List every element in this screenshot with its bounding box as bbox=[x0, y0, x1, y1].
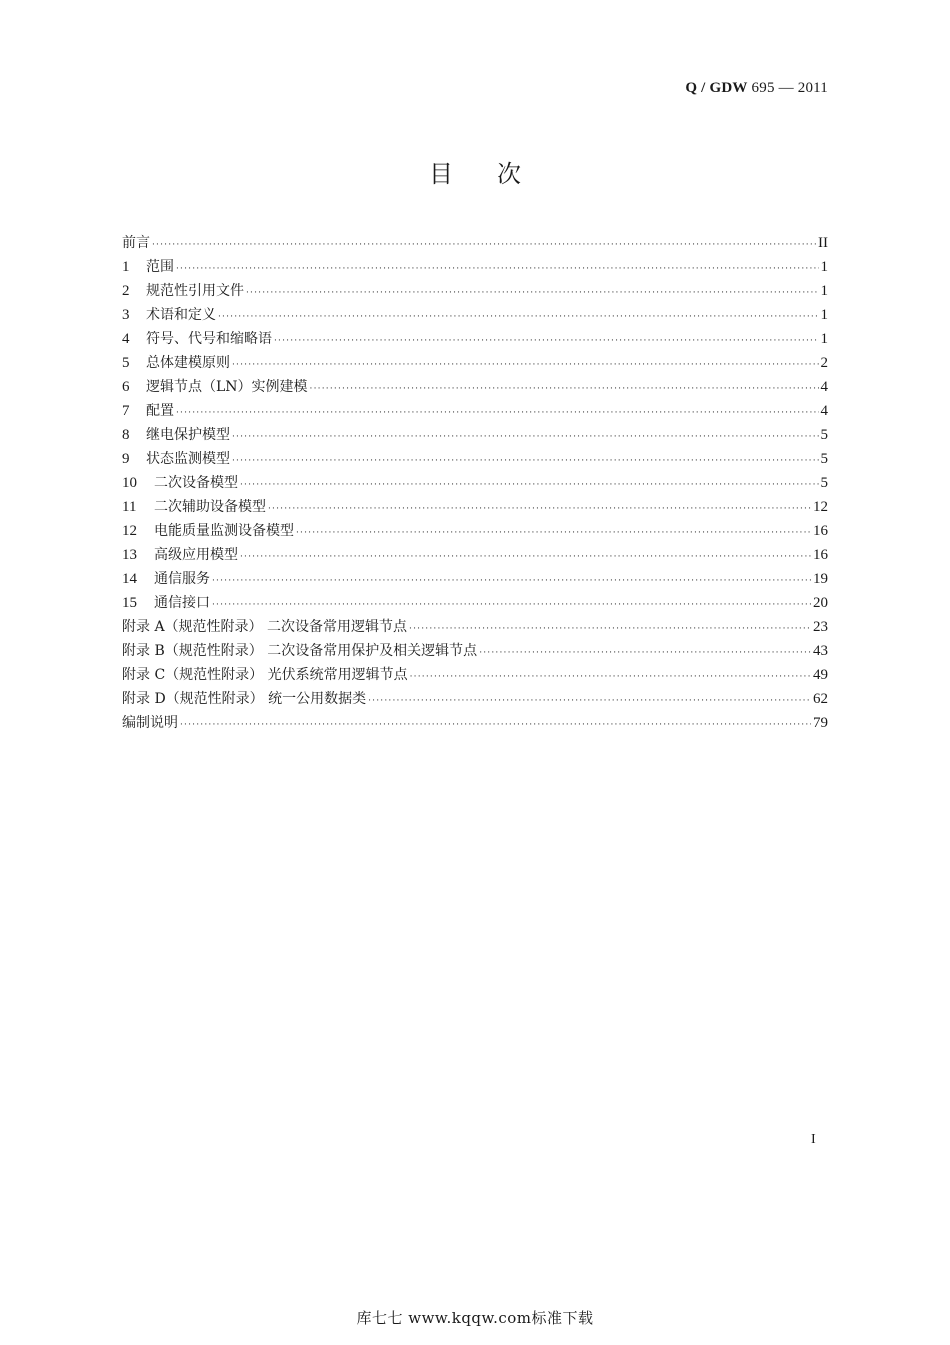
toc-entry-number: 5 bbox=[122, 355, 130, 371]
toc-entry-page: 23 bbox=[813, 619, 828, 635]
toc-entry-text: 逻辑节点（LN）实例建模 bbox=[146, 379, 308, 395]
toc-entry-text: 附录 C（规范性附录） 光伏系统常用逻辑节点 bbox=[122, 667, 408, 683]
toc-entry[interactable] bbox=[122, 495, 828, 519]
toc-entry[interactable] bbox=[122, 711, 828, 735]
toc-entry-page: II bbox=[818, 235, 828, 251]
toc-dot-leader bbox=[232, 425, 819, 449]
toc-entry-label bbox=[122, 567, 210, 591]
toc-dot-leader bbox=[240, 545, 811, 569]
toc-entry-number: 13 bbox=[122, 547, 137, 563]
toc-dot-leader bbox=[410, 665, 811, 689]
toc-entry-text: 符号、代号和缩略语 bbox=[146, 331, 272, 347]
toc-entry[interactable] bbox=[122, 303, 828, 327]
toc-entry-number: 10 bbox=[122, 475, 137, 491]
toc-dot-leader bbox=[176, 401, 819, 425]
toc-dot-leader bbox=[310, 377, 819, 401]
toc-entry-page: 43 bbox=[813, 643, 828, 659]
toc-entry-label bbox=[122, 495, 266, 519]
toc-entry-label bbox=[122, 447, 230, 471]
toc-entry-page: 1 bbox=[820, 307, 828, 323]
toc-entry[interactable] bbox=[122, 615, 828, 639]
toc-entry[interactable] bbox=[122, 471, 828, 495]
toc-entry-label bbox=[122, 663, 408, 687]
toc-dot-leader bbox=[368, 689, 811, 713]
table-of-contents bbox=[122, 231, 828, 735]
toc-entry-page: 5 bbox=[820, 451, 828, 467]
toc-entry[interactable] bbox=[122, 663, 828, 687]
toc-entry-label bbox=[122, 687, 366, 711]
toc-title: 目次 bbox=[429, 160, 565, 188]
toc-entry[interactable] bbox=[122, 399, 828, 423]
toc-entry-text: 继电保护模型 bbox=[146, 427, 230, 443]
toc-entry-label bbox=[122, 639, 477, 663]
toc-entry-page: 16 bbox=[813, 547, 828, 563]
toc-entry-text: 规范性引用文件 bbox=[146, 283, 244, 299]
toc-entry-label bbox=[122, 351, 230, 375]
toc-dot-leader bbox=[274, 329, 819, 353]
toc-entry-label bbox=[122, 519, 294, 543]
toc-entry[interactable] bbox=[122, 567, 828, 591]
toc-dot-leader bbox=[180, 713, 811, 737]
toc-entry-label bbox=[122, 471, 238, 495]
toc-dot-leader bbox=[218, 305, 819, 329]
toc-entry-text: 通信接口 bbox=[154, 595, 210, 611]
toc-entry-text: 附录 D（规范性附录） 统一公用数据类 bbox=[122, 691, 367, 707]
toc-entry-label bbox=[122, 399, 174, 423]
toc-entry-page: 1 bbox=[820, 331, 828, 347]
toc-entry-text: 前言 bbox=[122, 235, 150, 251]
page-number: I bbox=[811, 1132, 816, 1147]
toc-entry-label bbox=[122, 423, 230, 447]
toc-entry-number: 2 bbox=[122, 283, 130, 299]
toc-entry-text: 编制说明 bbox=[122, 715, 178, 731]
toc-entry-label bbox=[122, 375, 308, 399]
toc-entry[interactable] bbox=[122, 279, 828, 303]
toc-entry-page: 1 bbox=[820, 259, 828, 275]
toc-dot-leader bbox=[212, 569, 811, 593]
toc-entry-page: 79 bbox=[813, 715, 828, 731]
toc-entry-page: 62 bbox=[813, 691, 828, 707]
toc-entry-number: 7 bbox=[122, 403, 130, 419]
toc-entry-text: 通信服务 bbox=[154, 571, 210, 587]
toc-dot-leader bbox=[296, 521, 811, 545]
toc-entry[interactable] bbox=[122, 639, 828, 663]
toc-entry-number: 15 bbox=[122, 595, 137, 611]
standard-code-prefix: Q / GDW bbox=[685, 80, 748, 96]
toc-entry-text: 高级应用模型 bbox=[154, 547, 238, 563]
toc-entry-number: 8 bbox=[122, 427, 130, 443]
toc-dot-leader bbox=[409, 617, 811, 641]
toc-entry-page: 5 bbox=[820, 427, 828, 443]
toc-entry-label bbox=[122, 591, 210, 615]
toc-entry-number: 3 bbox=[122, 307, 130, 323]
toc-entry-label bbox=[122, 303, 216, 327]
toc-entry[interactable] bbox=[122, 687, 828, 711]
toc-entry-page: 49 bbox=[813, 667, 828, 683]
toc-dot-leader bbox=[152, 233, 816, 257]
standard-code bbox=[685, 80, 828, 97]
toc-dot-leader bbox=[479, 641, 811, 665]
toc-entry-text: 总体建模原则 bbox=[146, 355, 230, 371]
toc-entry-page: 1 bbox=[820, 283, 828, 299]
toc-entry-text: 电能质量监测设备模型 bbox=[154, 523, 294, 539]
toc-entry[interactable] bbox=[122, 447, 828, 471]
toc-entry-page: 4 bbox=[820, 403, 828, 419]
toc-entry-label bbox=[122, 543, 238, 567]
toc-dot-leader bbox=[268, 497, 811, 521]
toc-dot-leader bbox=[240, 473, 819, 497]
toc-dot-leader bbox=[212, 593, 811, 617]
toc-entry[interactable] bbox=[122, 543, 828, 567]
toc-entry-page: 19 bbox=[813, 571, 828, 587]
toc-dot-leader bbox=[232, 449, 819, 473]
toc-entry-number: 4 bbox=[122, 331, 130, 347]
toc-entry-label bbox=[122, 231, 150, 255]
toc-entry[interactable] bbox=[122, 519, 828, 543]
footer-watermark: 库七七 www.kqqw.com标准下载 bbox=[356, 1309, 594, 1327]
toc-entry-text: 术语和定义 bbox=[146, 307, 216, 323]
toc-entry-page: 4 bbox=[820, 379, 828, 395]
toc-entry[interactable] bbox=[122, 351, 828, 375]
toc-entry-text: 附录 A（规范性附录） 二次设备常用逻辑节点 bbox=[122, 619, 408, 635]
standard-code-suffix: 695 — 2011 bbox=[751, 80, 828, 96]
toc-entry-text: 状态监测模型 bbox=[146, 451, 230, 467]
toc-entry-label bbox=[122, 327, 272, 351]
toc-dot-leader bbox=[232, 353, 819, 377]
toc-entry-number: 9 bbox=[122, 451, 130, 467]
toc-entry[interactable] bbox=[122, 423, 828, 447]
toc-entry-text: 配置 bbox=[146, 403, 174, 419]
toc-entry-text: 二次设备模型 bbox=[154, 475, 238, 491]
toc-entry-page: 2 bbox=[820, 355, 828, 371]
toc-entry[interactable] bbox=[122, 591, 828, 615]
toc-entry-label bbox=[122, 711, 178, 735]
toc-entry-text: 附录 B（规范性附录） 二次设备常用保护及相关逻辑节点 bbox=[122, 643, 478, 659]
toc-dot-leader bbox=[176, 257, 819, 281]
toc-entry-page: 16 bbox=[813, 523, 828, 539]
toc-entry-number: 6 bbox=[122, 379, 130, 395]
toc-dot-leader bbox=[246, 281, 819, 305]
toc-entry[interactable] bbox=[122, 375, 828, 399]
toc-entry[interactable] bbox=[122, 231, 828, 255]
toc-entry-page: 12 bbox=[813, 499, 828, 515]
toc-entry-text: 范围 bbox=[146, 259, 174, 275]
toc-entry[interactable] bbox=[122, 327, 828, 351]
toc-entry-label bbox=[122, 279, 244, 303]
toc-entry-page: 20 bbox=[813, 595, 828, 611]
toc-entry-page: 5 bbox=[820, 475, 828, 491]
toc-entry-text: 二次辅助设备模型 bbox=[154, 499, 266, 515]
toc-entry-number: 1 bbox=[122, 259, 130, 275]
toc-entry-number: 11 bbox=[122, 499, 137, 515]
toc-entry-number: 14 bbox=[122, 571, 137, 587]
toc-entry[interactable] bbox=[122, 255, 828, 279]
toc-entry-number: 12 bbox=[122, 523, 137, 539]
toc-entry-label bbox=[122, 255, 174, 279]
toc-entry-label bbox=[122, 615, 407, 639]
